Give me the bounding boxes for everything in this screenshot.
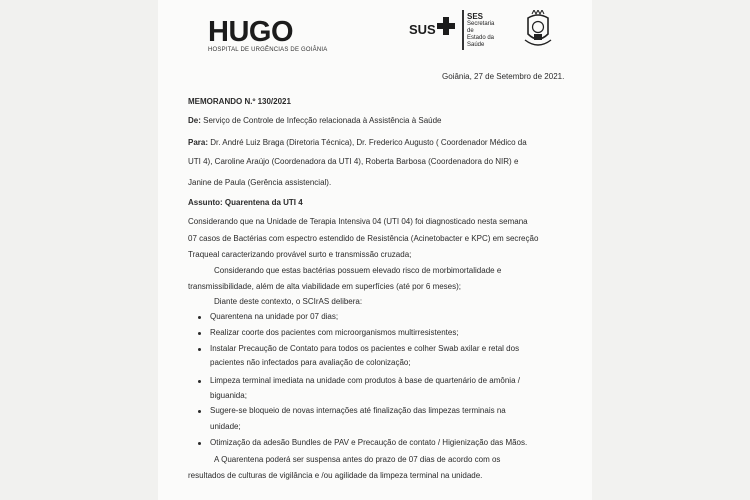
state-crest-icon xyxy=(522,10,554,50)
bullet-item-3-line-2: pacientes não infectados para avaliação de colonização; xyxy=(210,358,411,367)
subject-label: Assunto: xyxy=(188,198,223,207)
bullet-item-1: Quarentena na unidade por 07 dias; xyxy=(210,312,339,321)
bullet-dot xyxy=(198,380,201,383)
memo-number: MEMORANDO N.º 130/2021 xyxy=(188,97,291,106)
bullet-dot xyxy=(198,348,201,351)
closing-line-2: resultados de culturas de vigilância e /ou agilidade da limpeza terminal na unidade. xyxy=(188,471,483,480)
paragraph-2-line-2: transmissibilidade, além de alta viabilidade em superfícies (até por 6 meses); xyxy=(188,282,462,291)
bullet-item-4-line-1: Limpeza terminal imediata na unidade com produtos à base de quartenário de amônia / xyxy=(210,376,520,385)
bullet-item-4-line-2: biguanida; xyxy=(210,391,247,400)
memo-to-line-2: UTI 4), Caroline Araújo (Coordenadora da UTI 4), Roberta Barbosa (Coordenadora do NIR) e xyxy=(188,157,519,166)
bullet-dot xyxy=(198,332,201,335)
bullet-item-3-line-1: Instalar Precaução de Contato para todos os pacientes e colher Swab axilar e retal dos xyxy=(210,344,520,353)
ses-line-2: Estado da xyxy=(467,35,495,41)
paragraph-1-line-2: 07 casos de Bactérias com espectro estendido de Resistência (Acinetobacter e KPC) em secreção xyxy=(188,234,539,243)
memo-to-line-1 xyxy=(188,138,527,148)
memo-document xyxy=(158,0,592,500)
from-text: Serviço de Controle de Infecção relacionada à Assistência à Saúde xyxy=(203,116,442,125)
memo-date: Goiânia, 27 de Setembro de 2021. xyxy=(442,72,565,81)
deliberation-intro: Diante deste contexto, o SCIrAS delibera: xyxy=(214,297,363,306)
paragraph-2-line-1: Considerando que estas bactérias possuem elevado risco de morbimortalidade e xyxy=(214,266,502,275)
ses-line-3: Saúde xyxy=(467,42,485,48)
sus-logo-text: SUS xyxy=(409,22,436,37)
background-right xyxy=(592,0,750,500)
from-label: De: xyxy=(188,116,201,125)
bullet-item-2: Realizar coorte dos pacientes com microorganismos multirresistentes; xyxy=(210,328,459,337)
memo-to-line-3: Janine de Paula (Gerência assistencial). xyxy=(188,178,332,187)
background-left xyxy=(0,0,158,500)
closing-line-1: A Quarentena poderá ser suspensa antes do prazo de 07 dias de acordo com os xyxy=(214,455,501,464)
ses-title: SES xyxy=(467,12,484,21)
hugo-logo-text: HUGO xyxy=(208,16,293,48)
to-label: Para: xyxy=(188,138,209,147)
sus-plus-icon xyxy=(437,17,455,35)
logo-divider xyxy=(462,10,464,50)
memo-from xyxy=(188,116,442,126)
bullet-item-5-line-2: unidade; xyxy=(210,422,241,431)
paragraph-1-line-1: Considerando que na Unidade de Terapia Intensiva 04 (UTI 04) foi diagnosticado nesta semana xyxy=(188,217,528,226)
hugo-logo-subtitle: HOSPITAL DE URGÊNCIAS DE GOIÂNIA xyxy=(208,47,328,53)
ses-logo-text xyxy=(467,12,494,49)
bullet-item-5-line-1: Sugere-se bloqueio de novas internações até finalização das limpezas terminais na xyxy=(210,406,506,415)
paragraph-1-line-3: Traqueal caracterizando provável surto e transmissão cruzada; xyxy=(188,250,412,259)
subject-text: Quarentena da UTI 4 xyxy=(224,198,303,207)
bullet-item-6: Otimização da adesão Bundles de PAV e Precaução de contato / Higienização das Mãos. xyxy=(210,438,528,447)
bullet-dot xyxy=(198,410,201,413)
bullet-dot xyxy=(198,442,201,445)
ses-line-1: Secretaria de xyxy=(467,21,495,34)
to-text-1: Dr. André Luiz Braga (Diretoria Técnica), Dr. Frederico Augusto ( Coordenador Médico da xyxy=(210,138,527,147)
memo-subject xyxy=(188,198,303,208)
bullet-dot xyxy=(198,316,201,319)
hugo-logo xyxy=(208,18,327,53)
